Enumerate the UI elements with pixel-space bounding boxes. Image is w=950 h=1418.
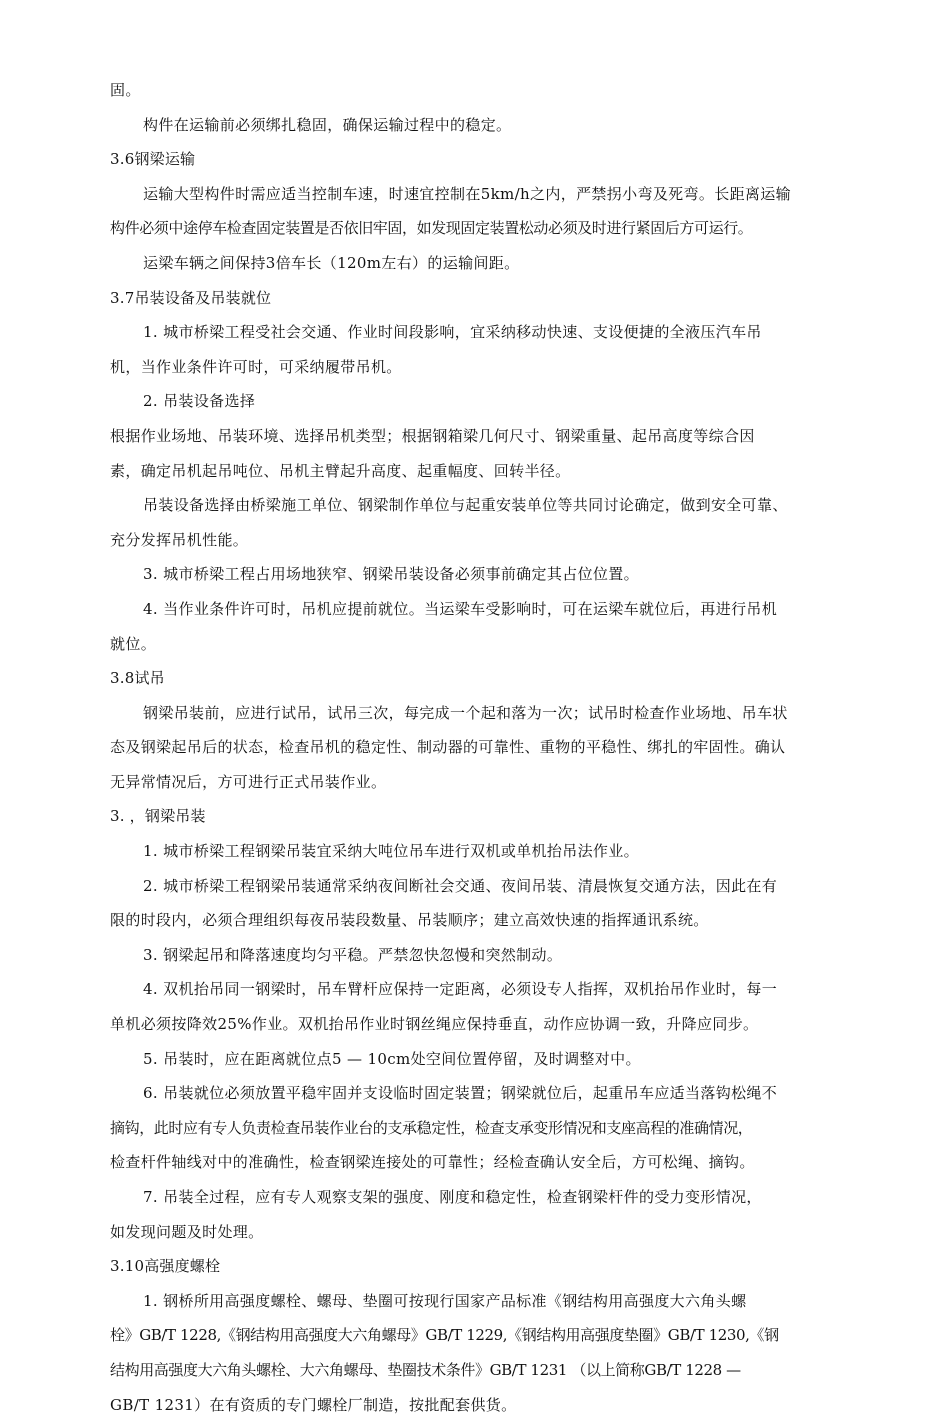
text-line: 充分发挥吊机性能。 bbox=[110, 530, 249, 549]
paragraph-line: 吊装设备选择由桥梁施工单位、钢梁制作单位与起重安装单位等共同讨论确定，做到安全可靠、 bbox=[143, 496, 788, 515]
section-heading-3-7: 3.7吊装设备及吊装就位 bbox=[110, 288, 272, 307]
text-line: 摘钩，此时应有专人负责检查吊装作业台的支承稳定性，检查支承变形情况和支座高程的准确情况， bbox=[110, 1118, 753, 1137]
text-line: 无异常情况后，方可进行正式吊装作业。 bbox=[110, 772, 387, 791]
text-line: 栓》GB/T 1228,《钢结构用高强度大六角螺母》GB/T 1229,《钢结构用高强度垫圈》GB/T 1230,《钢 bbox=[110, 1326, 779, 1345]
list-item: 2. 城市桥梁工程钢梁吊装通常采纳夜间断社会交通、夜间吊装、清晨恢复交通方法，因此在有 bbox=[143, 876, 778, 895]
list-item: 4. 双机抬吊同一钢梁时，吊车臂杆应保持一定距离，必须设专人指挥，双机抬吊作业时，每一 bbox=[143, 980, 778, 999]
list-item: 3. 城市桥梁工程占用场地狭窄、钢梁吊装设备必须事前确定其占位位置。 bbox=[143, 565, 639, 584]
list-item: 6. 吊装就位必须放置平稳牢固并支设临时固定装置；钢梁就位后，起重吊车应适当落钩松绳不 bbox=[143, 1084, 778, 1103]
text-line: 如发现问题及时处理。 bbox=[110, 1222, 264, 1241]
text-line: 就位。 bbox=[110, 634, 157, 653]
list-item: 1. 城市桥梁工程受社会交通、作业时间段影响，宜采纳移动快速、支设便捷的全液压汽车吊 bbox=[143, 323, 762, 342]
text-line: 机，当作业条件许可时，可采纳履带吊机。 bbox=[110, 357, 402, 376]
section-heading-3-8: 3.8试吊 bbox=[110, 669, 165, 688]
document-page bbox=[110, 78, 862, 1418]
text-line: 检查杆件轴线对中的准确性，检查钢梁连接处的可靠性；经检查确认安全后，方可松绳、摘钩。 bbox=[110, 1153, 755, 1172]
text-line: 固。 bbox=[110, 81, 141, 99]
list-item: 4. 当作业条件许可时，吊机应提前就位。当运梁车受影响时，可在运梁车就位后，再进行吊机 bbox=[143, 599, 778, 618]
text-line: 结构用高强度大六角头螺栓、大六角螺母、垫圈技术条件》GB/T 1231 （以上简称GB/T 1228 — bbox=[110, 1360, 741, 1379]
list-item: 2. 吊装设备选择 bbox=[143, 392, 256, 411]
text-line: GB/T 1231）在有资质的专门螺栓厂制造，按批配套供货。 bbox=[110, 1395, 517, 1414]
text-line: 根据作业场地、吊装环境、选择吊机类型；根据钢箱梁几何尺寸、钢梁重量、起吊高度等综合因 bbox=[110, 426, 755, 445]
list-item: 1. 钢桥所用高强度螺栓、螺母、垫圈可按现行国家产品标准《钢结构用高强度大六角头螺 bbox=[143, 1291, 747, 1310]
text-line: 单机必须按降效25%作业。双机抬吊作业时钢丝绳应保持垂直，动作应协调一致，升降应同步。 bbox=[110, 1015, 759, 1034]
paragraph-line: 运输大型构件时需应适当控制车速，时速宜控制在5km/h之内，严禁拐小弯及死弯。长距离运输 bbox=[143, 184, 791, 203]
paragraph-line: 构件在运输前必须绑扎稳固，确保运输过程中的稳定。 bbox=[143, 115, 512, 134]
list-item: 1. 城市桥梁工程钢梁吊装宜采纳大吨位吊车进行双机或单机抬吊法作业。 bbox=[143, 842, 639, 861]
paragraph-line: 钢梁吊装前，应进行试吊，试吊三次，每完成一个起和落为一次；试吊时检查作业场地、吊车状 bbox=[143, 703, 788, 722]
text-line: 构件必须中途停车检查固定装置是否依旧牢固，如发现固定装置松动必须及时进行紧固后方可运行。 bbox=[110, 219, 753, 238]
paragraph-line: 运梁车辆之间保持3倍车长（120m左右）的运输间距。 bbox=[143, 253, 520, 272]
list-item: 5. 吊装时，应在距离就位点5 — 10cm处空间位置停留，及时调整对中。 bbox=[143, 1049, 641, 1068]
list-item: 7. 吊装全过程，应有专人观察支架的强度、刚度和稳定性，检查钢梁杆件的受力变形情况， bbox=[143, 1188, 762, 1206]
text-line: 素，确定吊机起吊吨位、吊机主臂起升高度、起重幅度、回转半径。 bbox=[110, 461, 571, 480]
text-line: 态及钢梁起吊后的状态，检查吊机的稳定性、制动器的可靠性、重物的平稳性、绑扎的牢固性。确认 bbox=[110, 738, 786, 757]
text-line: 限的时段内，必须合理组织每夜吊装段数量、吊装顺序；建立高效快速的指挥通讯系统。 bbox=[110, 911, 709, 930]
section-heading-3-10: 3.10高强度螺栓 bbox=[110, 1257, 221, 1276]
list-item: 3. 钢梁起吊和降落速度均匀平稳。严禁忽快忽慢和突然制动。 bbox=[143, 945, 563, 964]
section-heading-3-9: 3. ，钢梁吊装 bbox=[110, 807, 206, 826]
section-heading-3-6: 3.6钢梁运输 bbox=[110, 150, 196, 169]
